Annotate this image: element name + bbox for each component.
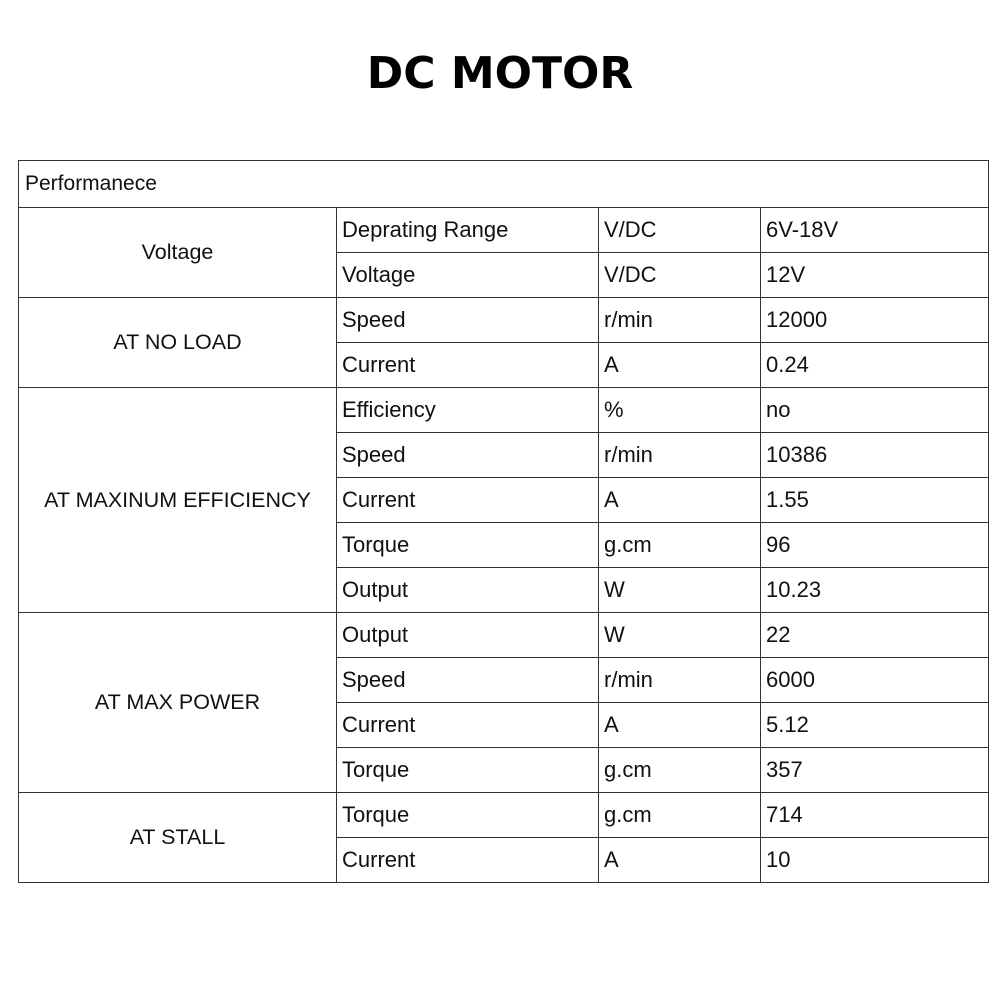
value-cell: 5.12 bbox=[761, 703, 989, 748]
parameter-cell: Current bbox=[337, 343, 599, 388]
page-title: DC MOTOR bbox=[366, 48, 634, 99]
unit-cell: A bbox=[599, 838, 761, 883]
table-row bbox=[19, 613, 989, 658]
value-cell: 10 bbox=[761, 838, 989, 883]
group-label: AT NO LOAD bbox=[19, 298, 337, 388]
section-title: Performanece bbox=[19, 161, 989, 208]
parameter-cell: Efficiency bbox=[337, 388, 599, 433]
parameter-cell: Torque bbox=[337, 523, 599, 568]
value-cell: 1.55 bbox=[761, 478, 989, 523]
parameter-cell: Torque bbox=[337, 748, 599, 793]
value-cell: 10386 bbox=[761, 433, 989, 478]
value-cell: 0.24 bbox=[761, 343, 989, 388]
value-cell: 22 bbox=[761, 613, 989, 658]
value-cell: 714 bbox=[761, 793, 989, 838]
section-header-row bbox=[19, 161, 989, 208]
parameter-cell: Voltage bbox=[337, 253, 599, 298]
unit-cell: r/min bbox=[599, 658, 761, 703]
group-label: AT MAX POWER bbox=[19, 613, 337, 793]
parameter-cell: Current bbox=[337, 703, 599, 748]
unit-cell: V/DC bbox=[599, 208, 761, 253]
value-cell: 6000 bbox=[761, 658, 989, 703]
parameter-cell: Speed bbox=[337, 298, 599, 343]
table-row bbox=[19, 793, 989, 838]
table-row bbox=[19, 388, 989, 433]
parameter-cell: Current bbox=[337, 478, 599, 523]
unit-cell: g.cm bbox=[599, 523, 761, 568]
value-cell: 96 bbox=[761, 523, 989, 568]
table-row bbox=[19, 298, 989, 343]
group-label: Voltage bbox=[19, 208, 337, 298]
parameter-cell: Current bbox=[337, 838, 599, 883]
unit-cell: r/min bbox=[599, 433, 761, 478]
performance-table bbox=[18, 160, 989, 883]
unit-cell: V/DC bbox=[599, 253, 761, 298]
unit-cell: W bbox=[599, 613, 761, 658]
parameter-cell: Output bbox=[337, 613, 599, 658]
unit-cell: g.cm bbox=[599, 793, 761, 838]
value-cell: 10.23 bbox=[761, 568, 989, 613]
value-cell: 6V-18V bbox=[761, 208, 989, 253]
unit-cell: W bbox=[599, 568, 761, 613]
group-label: AT STALL bbox=[19, 793, 337, 883]
parameter-cell: Torque bbox=[337, 793, 599, 838]
value-cell: 12V bbox=[761, 253, 989, 298]
group-label: AT MAXINUM EFFICIENCY bbox=[19, 388, 337, 613]
value-cell: 12000 bbox=[761, 298, 989, 343]
unit-cell: A bbox=[599, 703, 761, 748]
unit-cell: r/min bbox=[599, 298, 761, 343]
unit-cell: A bbox=[599, 343, 761, 388]
value-cell: no bbox=[761, 388, 989, 433]
unit-cell: A bbox=[599, 478, 761, 523]
parameter-cell: Deprating Range bbox=[337, 208, 599, 253]
unit-cell: % bbox=[599, 388, 761, 433]
unit-cell: g.cm bbox=[599, 748, 761, 793]
parameter-cell: Speed bbox=[337, 433, 599, 478]
parameter-cell: Output bbox=[337, 568, 599, 613]
value-cell: 357 bbox=[761, 748, 989, 793]
parameter-cell: Speed bbox=[337, 658, 599, 703]
table-row bbox=[19, 208, 989, 253]
